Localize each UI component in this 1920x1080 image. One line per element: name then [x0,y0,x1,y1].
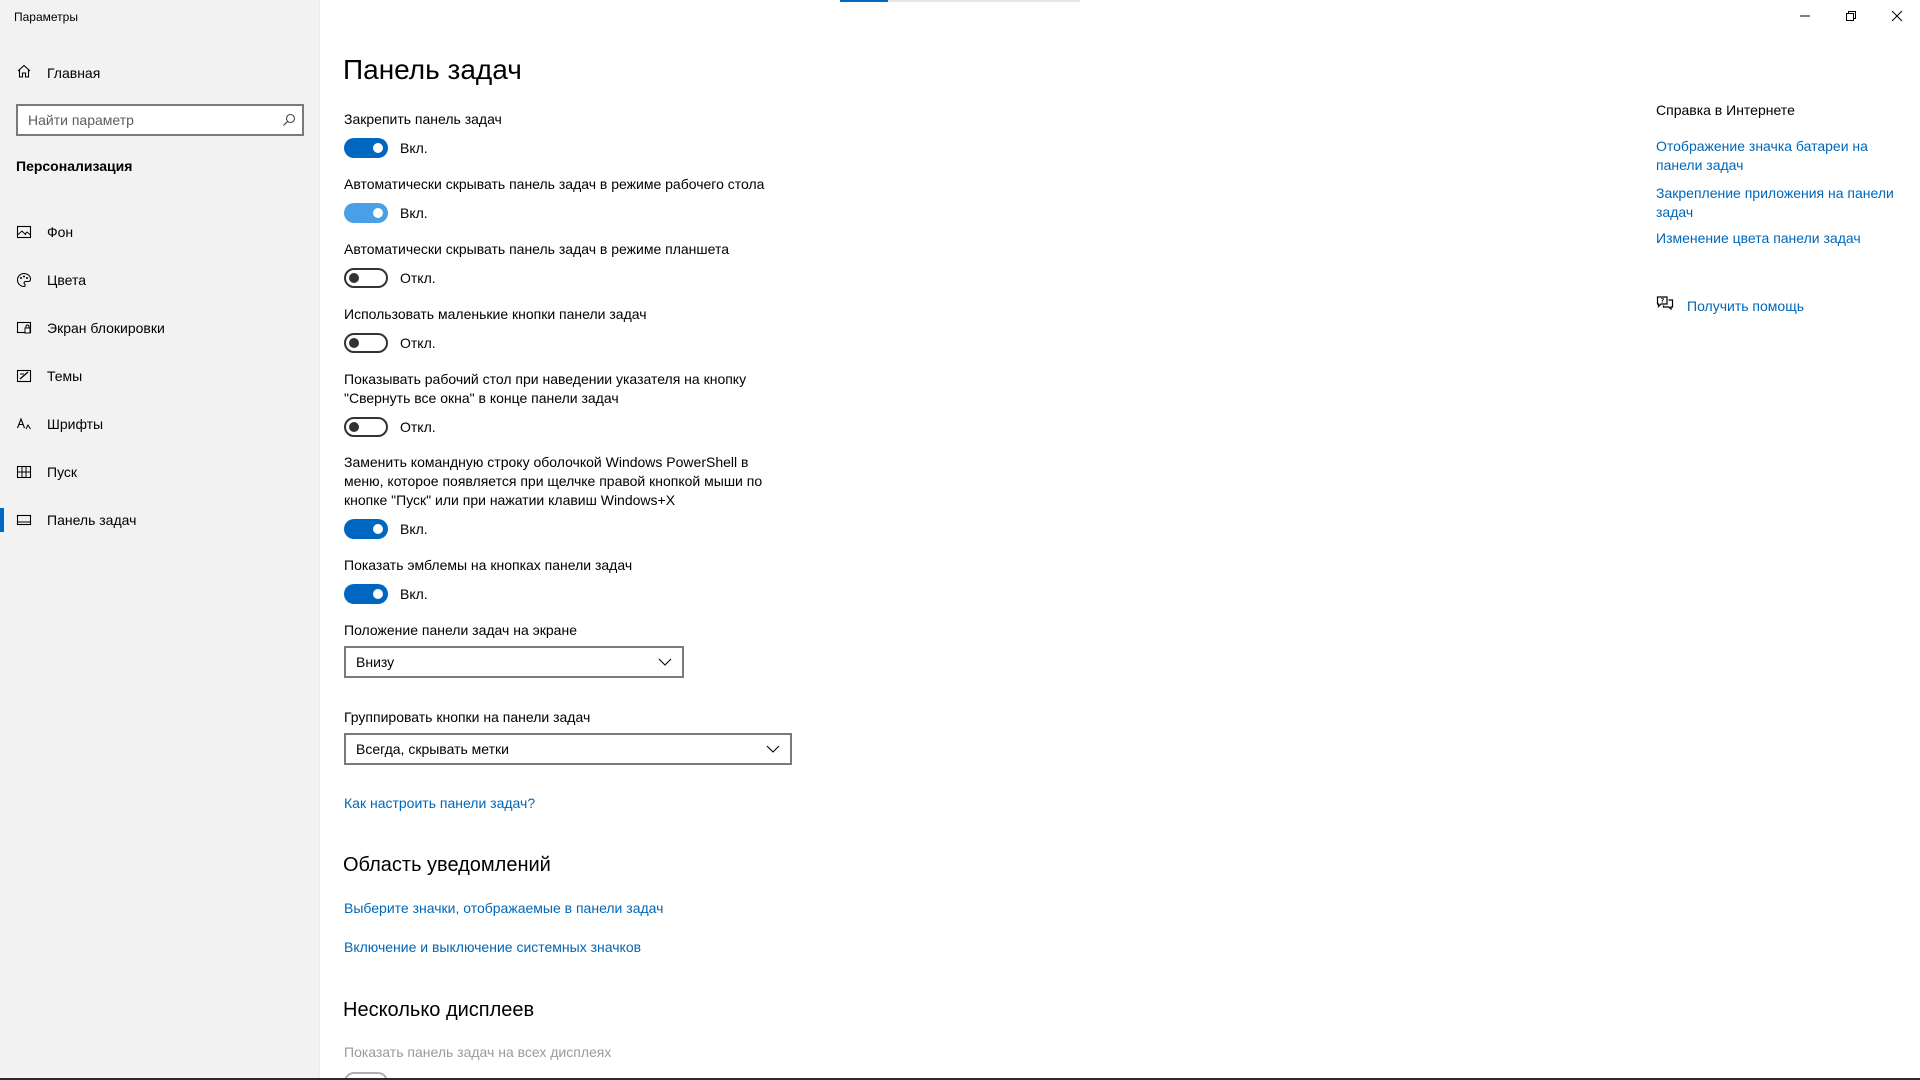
setting-label-badges: Показать эмблемы на кнопках панели задач [344,557,633,573]
battery-icon-help-link[interactable]: Отображение значка батареи на панели задач [1656,138,1868,173]
setting-label-small-buttons: Использовать маленькие кнопки панели задач [344,306,647,322]
toggle-state-text: Вкл. [400,521,428,537]
sidebar-item-themes[interactable] [0,352,320,400]
toggle-knob [373,143,383,153]
get-help-row[interactable] [1656,295,1804,316]
toggle-knob [373,208,383,218]
taskbar-position-select[interactable] [344,646,684,678]
pin-app-help-link[interactable]: Закрепление приложения на панели задач [1656,185,1894,220]
main-content [343,0,1603,1080]
picture-icon [16,224,32,240]
setting-lock-taskbar [344,136,428,160]
sidebar-item-colors[interactable] [0,256,320,304]
page-title: Панель задач [343,54,522,85]
show-on-all-displays-label: Показать панель задач на всех дисплеях [344,1044,612,1060]
select-value: Внизу [356,654,395,670]
sidebar-item-fonts[interactable] [0,400,320,448]
toggle-knob [349,422,359,432]
toggle-state-text: Вкл. [400,205,428,221]
taskbar-icon [16,512,32,528]
sidebar-item-label: Панель задач [47,512,137,528]
badges-toggle[interactable] [344,584,388,604]
setting-label-peek-desktop: Показывать рабочий стол при наведении указателя на кнопку "Свернуть все окна" в конце панели задач [344,371,747,406]
small-buttons-toggle[interactable] [344,333,388,353]
search-box[interactable] [16,104,304,136]
setting-powershell [344,517,428,541]
sidebar-item-label: Главная [47,65,101,81]
setting-label-powershell: Заменить командную строку оболочкой Windows PowerShell в меню, которое появляется при щелчке правой кнопкой мыши по кнопке "Пуск" или при нажатии клавиш Windows+X [344,454,763,508]
lock-taskbar-toggle[interactable] [344,138,388,158]
sidebar-section-title: Персонализация [16,158,133,174]
multiple-displays-heading: Несколько дисплеев [343,999,535,1021]
minimize-icon [1799,10,1811,22]
sidebar-item-label: Пуск [47,464,78,480]
font-icon [16,416,32,432]
peek-desktop-toggle[interactable] [344,417,388,437]
palette-icon [16,272,32,288]
search-icon[interactable] [276,113,302,127]
taskbar-color-help-link[interactable]: Изменение цвета панели задач [1656,230,1861,246]
close-button[interactable] [1874,0,1920,32]
restore-button[interactable] [1828,0,1874,32]
sidebar-item-label: Экран блокировки [47,320,165,336]
toggle-state-text: Откл. [400,419,436,435]
minimize-button[interactable] [1782,0,1828,32]
toggle-knob [349,338,359,348]
sidebar-item-label: Фон [47,224,74,240]
online-help-title: Справка в Интернете [1656,102,1795,118]
sidebar-item-home[interactable] [0,60,320,86]
setting-label-autohide-tablet: Автоматически скрывать панель задач в режиме планшета [344,241,729,257]
app-title: Параметры [14,10,78,24]
setting-autohide-tablet [344,266,436,290]
autohide-desktop-toggle[interactable] [344,203,388,223]
toggle-state-text: Откл. [400,335,436,351]
search-input[interactable] [18,107,276,133]
start-icon [16,464,32,480]
setting-small-buttons [344,331,436,355]
toggle-state-text: Вкл. [400,140,428,156]
toggle-state-text: Откл. [400,270,436,286]
setting-peek-desktop [344,415,436,439]
taskbar-position-label: Положение панели задач на экране [344,622,577,638]
system-icons-link[interactable]: Включение и выключение системных значков [344,939,642,955]
sidebar [0,0,320,1080]
get-help-link[interactable]: Получить помощь [1687,297,1805,314]
toggle-knob [373,524,383,534]
svg-text:?: ? [1660,297,1665,305]
setting-label-autohide-desktop: Автоматически скрывать панель задач в режиме рабочего стола [344,176,765,192]
chat-help-icon [1656,295,1674,316]
toggle-knob [373,589,383,599]
sidebar-item-lock-screen[interactable] [0,304,320,352]
chevron-down-icon [648,658,682,666]
close-icon [1891,10,1903,22]
sidebar-nav [0,208,320,544]
toggle-knob [349,273,359,283]
sidebar-item-start[interactable] [0,448,320,496]
chevron-down-icon [756,745,790,753]
sidebar-item-background[interactable] [0,208,320,256]
group-buttons-select[interactable] [344,733,792,765]
setting-label-lock-taskbar: Закрепить панель задач [344,111,502,127]
setting-badges [344,582,428,606]
show-on-all-displays-toggle[interactable] [344,1072,388,1080]
sidebar-item-taskbar[interactable] [0,496,320,544]
home-icon [16,63,32,84]
restore-icon [1845,10,1857,22]
setting-autohide-desktop [344,201,428,225]
howto-taskbar-link[interactable]: Как настроить панели задач? [344,795,536,811]
toggle-state-text: Вкл. [400,586,428,602]
sidebar-item-label: Темы [47,368,83,384]
select-value: Всегда, скрывать метки [356,741,509,757]
brush-icon [16,368,32,384]
select-icons-link[interactable]: Выберите значки, отображаемые в панели задач [344,900,664,916]
sidebar-item-label: Цвета [47,272,86,288]
powershell-toggle[interactable] [344,519,388,539]
sidebar-item-label: Шрифты [47,416,104,432]
notification-area-heading: Область уведомлений [343,854,551,876]
lock-screen-icon [16,320,32,336]
group-buttons-label: Группировать кнопки на панели задач [344,709,591,725]
autohide-tablet-toggle[interactable] [344,268,388,288]
window-controls [1782,0,1920,32]
